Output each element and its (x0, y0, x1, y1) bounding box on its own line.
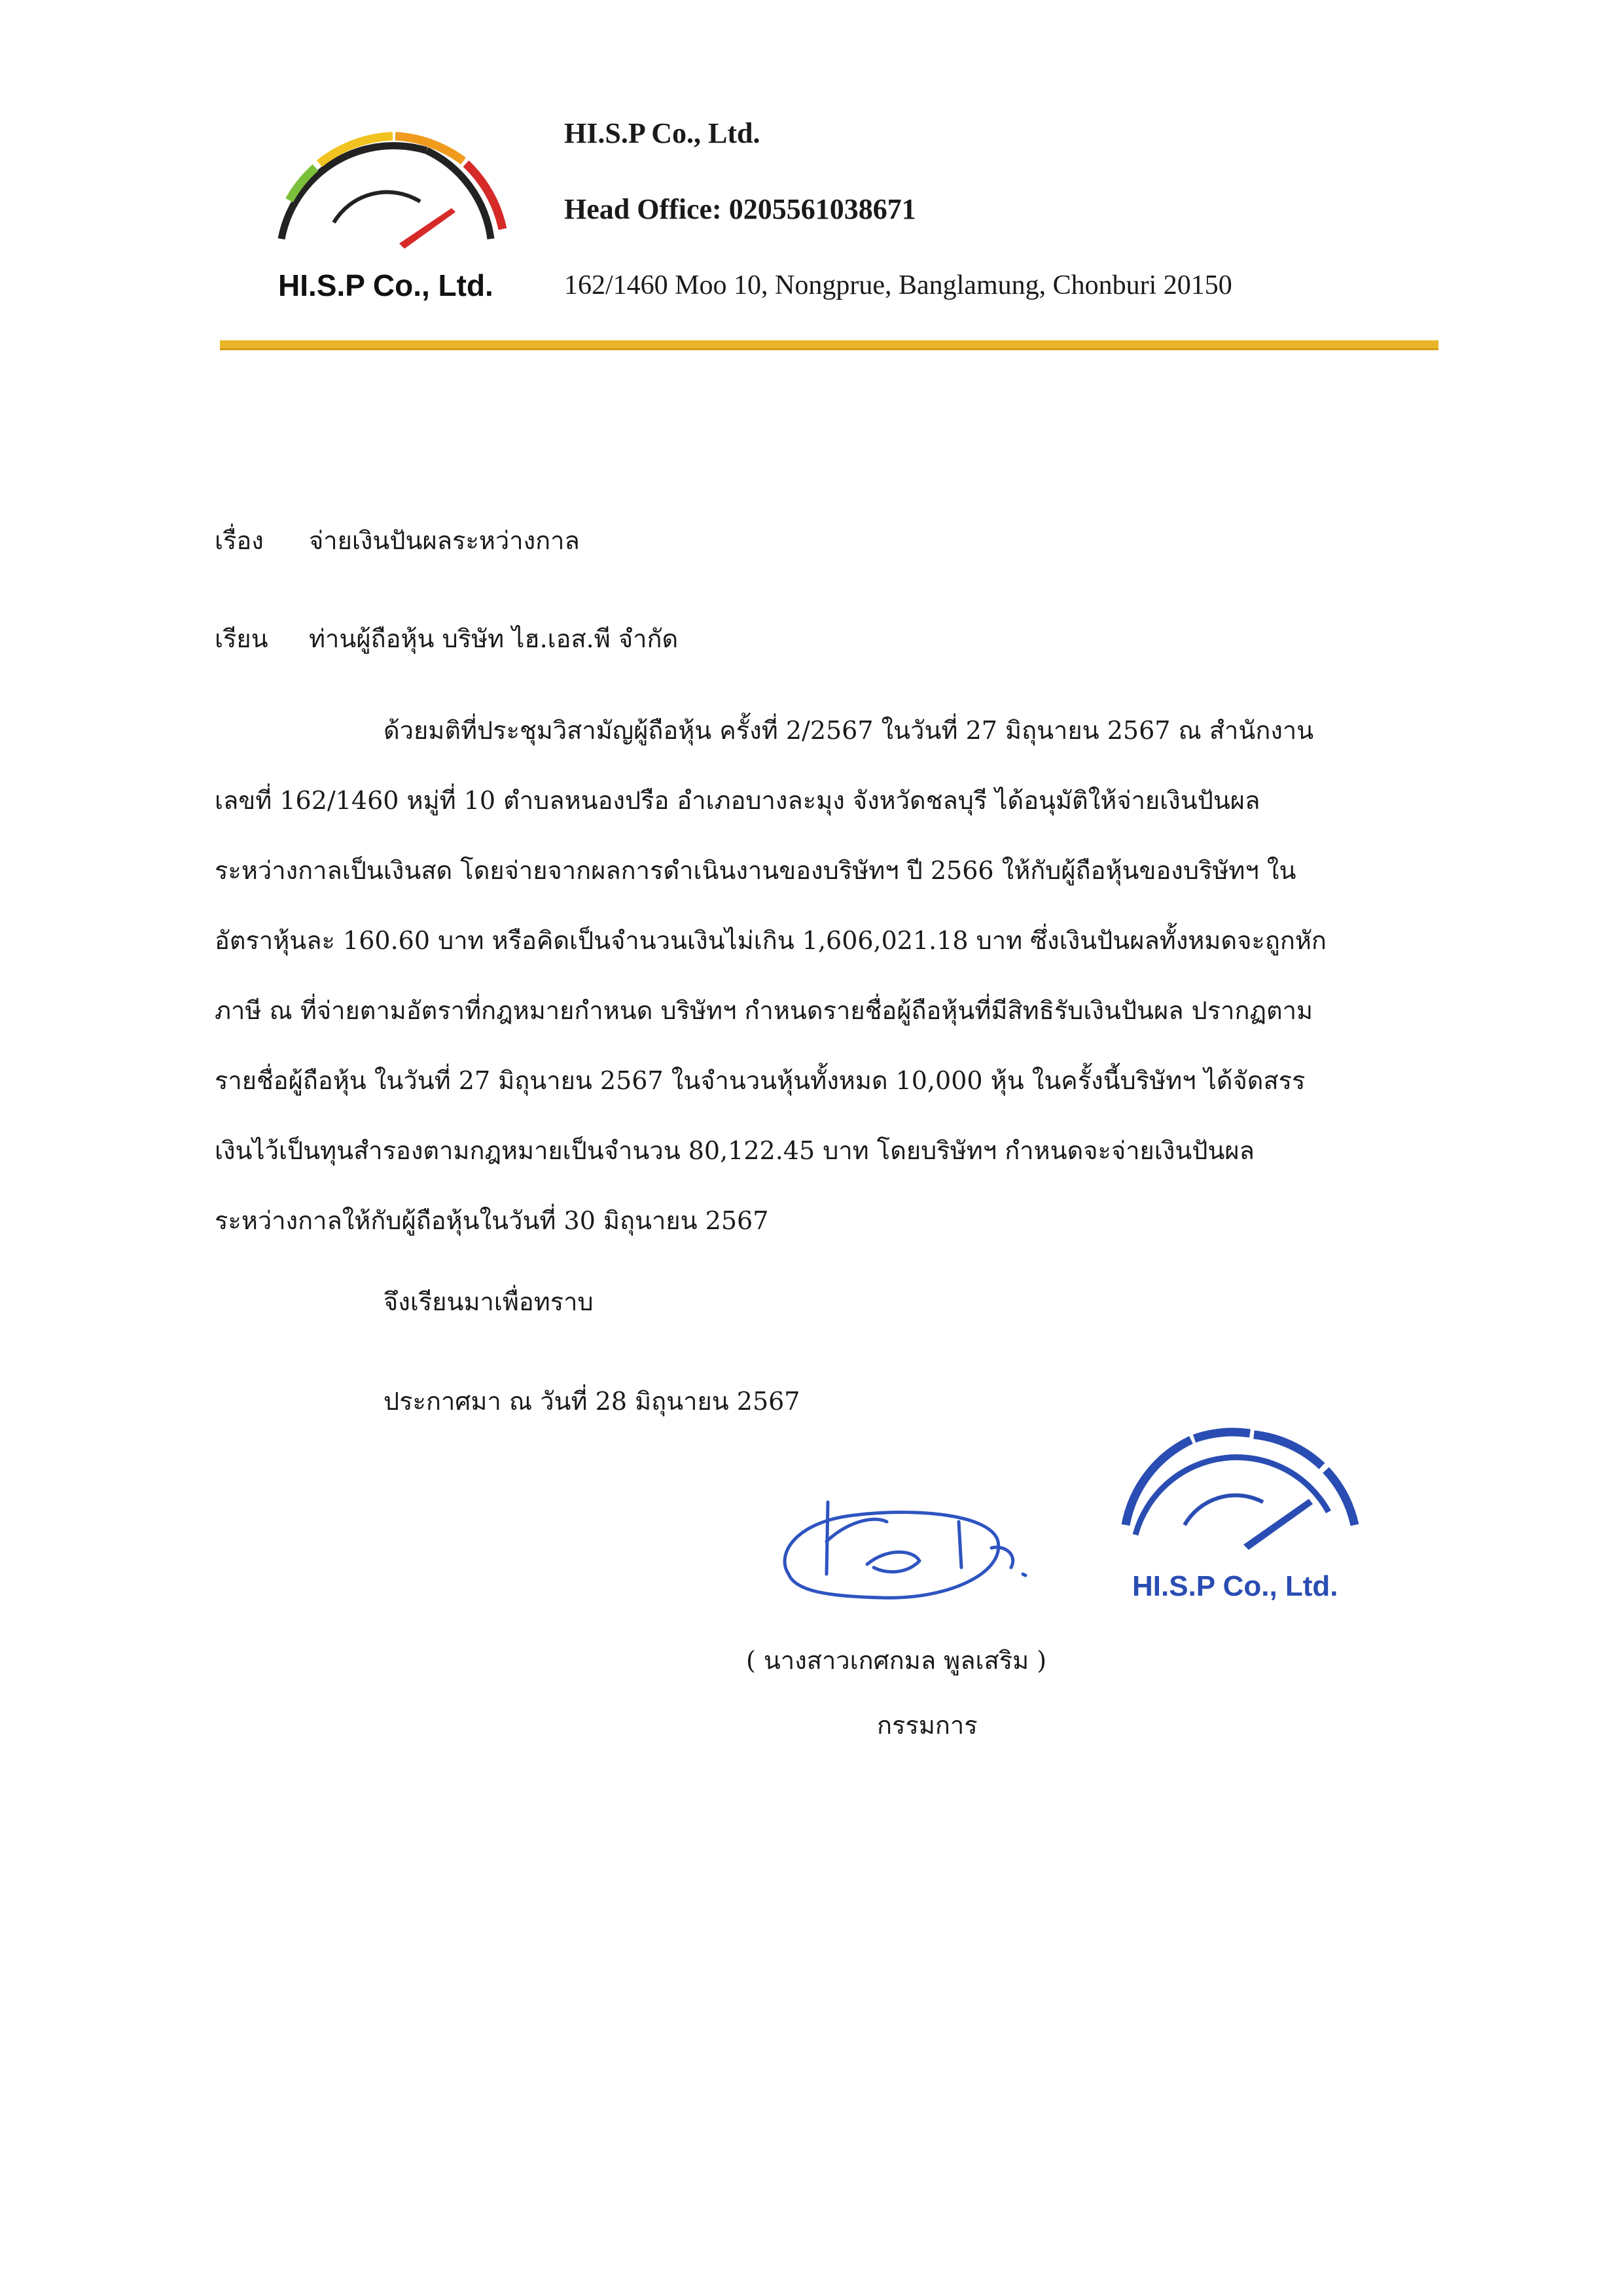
recipient-text: ท่านผู้ถือหุ้น บริษัท ไฮ.เอส.พี จำกัด (309, 624, 679, 653)
subject-text: จ่ายเงินปันผลระหว่างกาล (309, 526, 580, 555)
company-logo (255, 124, 530, 314)
stamp-text: HI.S.P Co., Ltd. (1132, 1570, 1338, 1602)
company-stamp (1086, 1414, 1387, 1617)
recipient-label: เรียน (215, 624, 268, 653)
signer-name: ( นางสาวเกศกมล พูลเสริม ) (746, 1646, 1047, 1675)
handwritten-signature (776, 1476, 1050, 1626)
body-line: ระหว่างกาลให้กับผู้ถือหุ้นในวันที่ 30 มิถุนายน 2567 (215, 1206, 769, 1235)
closing-text: จึงเรียนมาเพื่อทราบ (383, 1287, 594, 1316)
company-name: HI.S.P Co., Ltd. (564, 117, 760, 149)
company-address: 162/1460 Moo 10, Nongprue, Banglamung, Chonburi 20150 (564, 270, 1232, 300)
body-line: อัตราหุ้นละ 160.60 บาท หรือคิดเป็นจำนวนเงินไม่เกิน 1,606,021.18 บาท ซึ่งเงินปันผลทั้งหมดจะถูกหัก (215, 926, 1327, 955)
subject-label: เรื่อง (215, 526, 264, 555)
body-line: เงินไว้เป็นทุนสำรองตามกฎหมายเป็นจำนวน 80,122.45 บาท โดยบริษัทฯ กำหนดจะจ่ายเงินปันผล (215, 1136, 1255, 1165)
head-office: Head Office: 0205561038671 (564, 193, 916, 225)
announcement-date: ประกาศมา ณ วันที่ 28 มิถุนายน 2567 (383, 1387, 800, 1416)
body-line: ภาษี ณ ที่จ่ายตามอัตราที่กฎหมายกำหนด บริษัทฯ กำหนดรายชื่อผู้ถือหุ้นที่มีสิทธิรับเงินปันผล ปรากฏตาม (215, 996, 1313, 1025)
body-line: รายชื่อผู้ถือหุ้น ในวันที่ 27 มิถุนายน 2567 ในจำนวนหุ้นทั้งหมด 10,000 หุ้น ในครั้งนี้บริษัทฯ ได้จัดสรร (215, 1066, 1306, 1095)
signer-title: กรรมการ (877, 1711, 978, 1740)
body-line: ด้วยมติที่ประชุมวิสามัญผู้ถือหุ้น ครั้งที่ 2/2567 ในวันที่ 27 มิถุนายน 2567 ณ สำนักงาน (383, 716, 1314, 745)
header-divider (220, 340, 1438, 350)
body-line: เลขที่ 162/1460 หมู่ที่ 10 ตำบลหนองปรือ อำเภอบางละมุง จังหวัดชลบุรี ได้อนุมัติให้จ่ายเงินปันผล (215, 786, 1260, 815)
body-line: ระหว่างกาลเป็นเงินสด โดยจ่ายจากผลการดำเนินงานของบริษัทฯ ปี 2566 ให้กับผู้ถือหุ้นของบริษัทฯ ใน (215, 856, 1296, 885)
logo-text: HI.S.P Co., Ltd. (278, 268, 493, 302)
